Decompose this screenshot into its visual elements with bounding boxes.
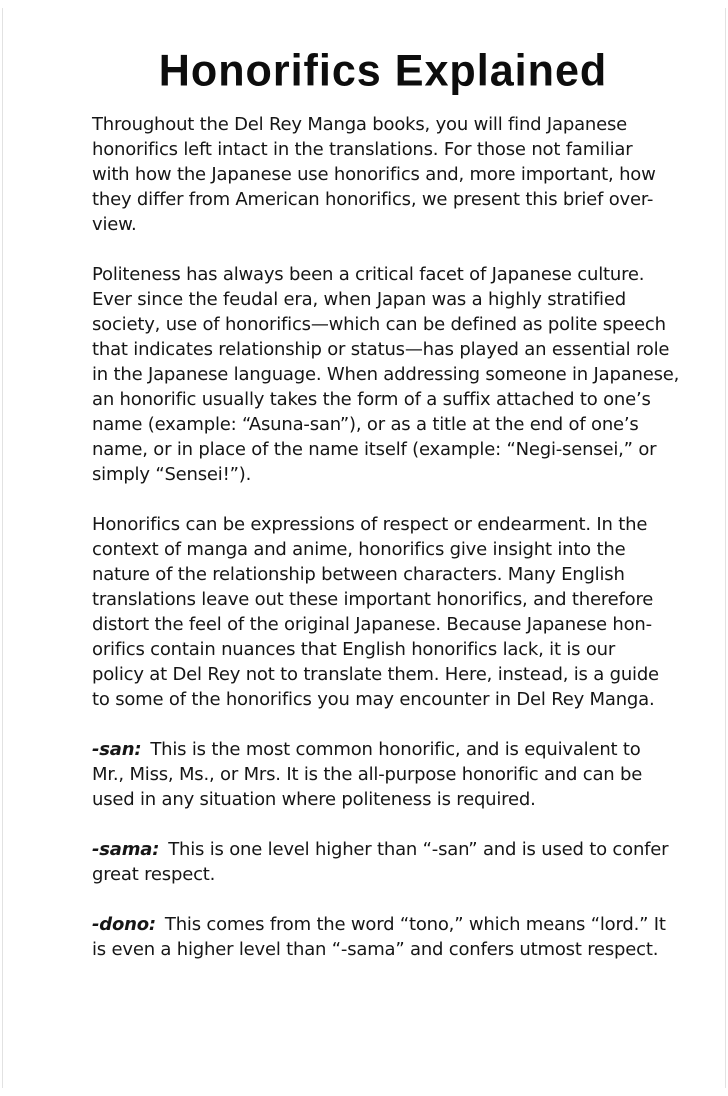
politeness-paragraph: Politeness has always been a critical facet of Japanese culture. Ever since the feudal era, when Japan was a highly stratified society, use of honorifics—which can be defined as polite speech that indicates relationship or status—has played an essential role in the Japanese language. When addressing someone in Japanese, an honorific usually takes the form of a suffix attached to one’s name (example: “Asuna-san”), or as a title at the end of one’s name, or in place of the name itself (example: “Negi-sensei,” or simply “Sensei!”). xyxy=(92,264,680,485)
honorific-entry-dono xyxy=(92,912,674,962)
intro-paragraph: Throughout the Del Rey Manga books, you will find Japanese honorifics left intact in the translations. For those not familiar with how the Japanese use honorifics and, more important, how they differ from American honorifics, we present this brief over- view. xyxy=(92,114,656,235)
honorific-definition-san: This is the most common honorific, and is equivalent to Mr., Miss, Ms., or Mrs. It is the all-purpose honorific and can be used in any situation where politeness is required. xyxy=(92,739,643,810)
scan-edge-right xyxy=(725,8,726,1088)
guide-paragraph: Honorifics can be expressions of respect or endearment. In the context of manga and anime, honorifics give insight into the nature of the relationship between characters. Many English translations leave out these important honorifics, and therefore distort the feel of the original Japanese. Because Japanese hon- orifics contain nuances that English honorifics lack, it is our policy at Del Rey not to translate them. Here, instead, is a guide to some of the honorifics you may encounter in Del Rey Manga. xyxy=(92,514,659,710)
honorific-term-sama: -sama: xyxy=(92,839,160,860)
page-title: Honorifics Explained xyxy=(158,45,608,96)
honorific-definition-sama: This is one level higher than “-san” and is used to confer great respect. xyxy=(92,839,669,885)
honorific-entry-san xyxy=(92,737,674,812)
book-page xyxy=(92,45,680,987)
honorific-entry-sama xyxy=(92,837,674,887)
honorific-term-dono: -dono: xyxy=(92,914,156,935)
honorific-term-san: -san: xyxy=(92,739,142,760)
scan-edge-left xyxy=(2,8,3,1088)
honorific-definition-dono: This comes from the word “tono,” which means “lord.” It is even a higher level than “-sama” and confers utmost respect. xyxy=(92,914,666,960)
